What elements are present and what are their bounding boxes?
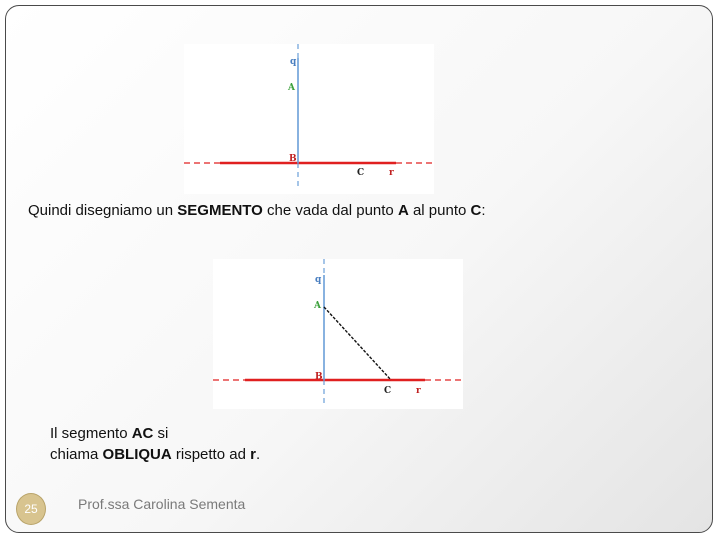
page-number-badge: 25 <box>16 493 46 525</box>
caption-post: : <box>481 202 486 219</box>
caption-mid1: che vada dal punto <box>262 202 398 219</box>
note-line-r: r <box>250 446 256 463</box>
note-obliqua: OBLIQUA <box>102 446 172 463</box>
label-r: r <box>389 168 394 178</box>
note-line2-post: . <box>255 446 261 463</box>
definition-text <box>50 423 260 465</box>
label-b: B <box>315 372 323 382</box>
label-q: q <box>315 275 322 285</box>
definition-line-2 <box>50 444 260 465</box>
note-line1-post: si <box>153 425 169 442</box>
label-r: r <box>416 386 421 396</box>
label-c: C <box>384 386 392 396</box>
figure-perpendicular <box>184 44 434 194</box>
label-a: A <box>288 83 295 93</box>
figure-perpendicular-svg <box>184 44 434 194</box>
caption-point-c: C <box>470 202 482 219</box>
footer-author: Prof.ssa Carolina Sementa <box>78 496 246 512</box>
label-a: A <box>314 301 321 311</box>
caption-mid2: al punto <box>408 202 471 219</box>
caption-point-a: A <box>397 202 409 219</box>
caption-segment: SEGMENTO <box>177 202 263 219</box>
figure-oblique-svg <box>213 259 463 409</box>
label-c: C <box>357 168 365 178</box>
caption-pre: Quindi disegniamo un <box>28 202 178 219</box>
figure-oblique <box>213 259 463 409</box>
note-line2-mid: rispetto ad <box>171 446 251 463</box>
definition-line-1 <box>50 423 260 444</box>
note-line2-pre: chiama <box>50 446 103 463</box>
note-segment-ac: AC <box>131 425 154 442</box>
note-line1-pre: Il segmento <box>50 425 132 442</box>
label-q: q <box>290 57 297 67</box>
label-b: B <box>289 154 297 164</box>
caption-text <box>28 202 486 219</box>
segment-ac <box>324 307 391 380</box>
